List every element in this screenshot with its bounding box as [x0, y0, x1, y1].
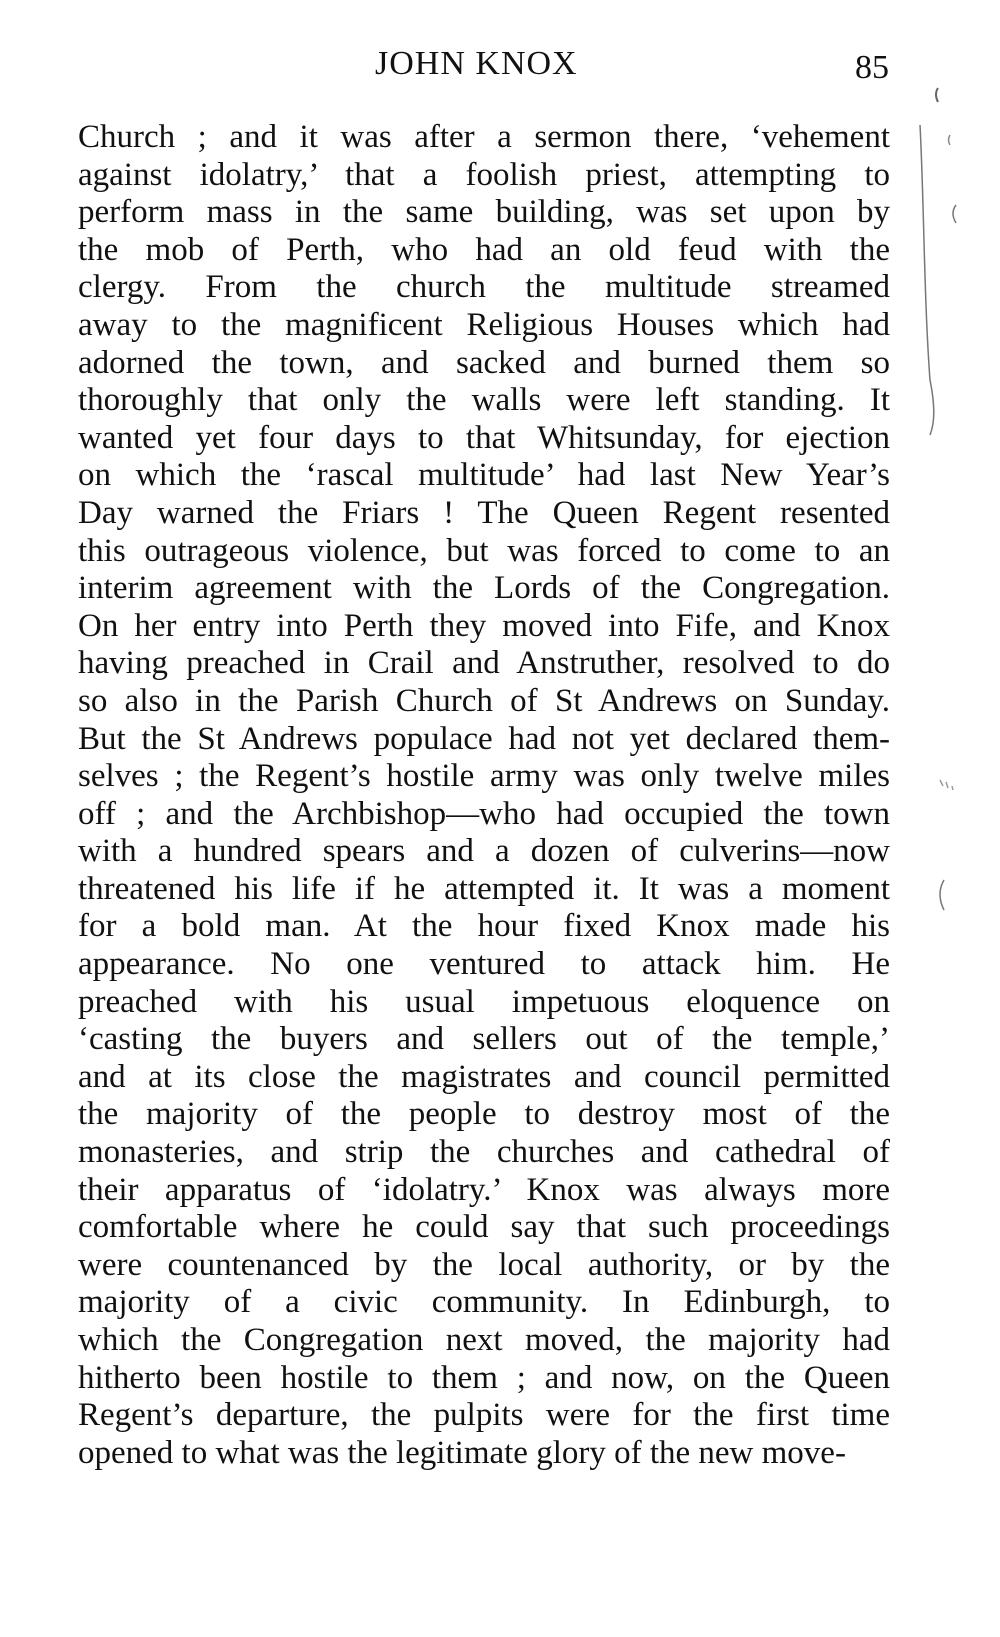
- text-line: having preached in Crail and Anstruther, resolved to do: [78, 645, 890, 682]
- running-title: JOHN KNOX: [375, 45, 578, 82]
- text-line: their apparatus of ‘idolatry.’ Knox was always more: [78, 1171, 890, 1208]
- margin-bracket-mark: [900, 80, 980, 980]
- text-line: But the St Andrews populace had not yet declared them-: [78, 720, 890, 757]
- text-line: on which the ‘rascal multitude’ had last New Year’s: [78, 457, 890, 494]
- text-line: were countenanced by the local authority, or by the: [78, 1246, 890, 1283]
- text-line: away to the magnificent Religious Houses which had: [78, 306, 890, 343]
- text-line: wanted yet four days to that Whitsunday, for ejection: [78, 419, 890, 456]
- text-line: perform mass in the same building, was set upon by: [78, 194, 890, 231]
- text-line: Day warned the Friars ! The Queen Regent resented: [78, 494, 890, 531]
- margin-pencil-marks: [900, 80, 980, 980]
- text-line: and at its close the magistrates and council permitted: [78, 1058, 890, 1095]
- text-line: majority of a civic community. In Edinburgh, to: [78, 1284, 890, 1321]
- text-line: with a hundred spears and a dozen of culverins—now: [78, 833, 890, 870]
- text-line: opened to what was the legitimate glory of the new move-: [78, 1434, 846, 1471]
- text-line: selves ; the Regent’s hostile army was only twelve miles: [78, 758, 890, 795]
- text-line: Church ; and it was after a sermon there, ‘vehement: [78, 119, 890, 155]
- page-number: 85: [855, 49, 889, 86]
- text-line: thoroughly that only the walls were left standing. It: [78, 382, 890, 419]
- text-line: which the Congregation next moved, the majority had: [78, 1322, 890, 1358]
- text-line: so also in the Parish Church of St Andrews on Sunday.: [78, 682, 890, 719]
- text-line: monasteries, and strip the churches and cathedral of: [78, 1134, 890, 1171]
- text-line: off ; and the Archbishop—who had occupied the town: [78, 795, 890, 832]
- text-line: hitherto been hostile to them ; and now, on the Queen: [78, 1359, 890, 1396]
- text-line: the mob of Perth, who had an old feud with the: [78, 231, 890, 268]
- text-line: the majority of the people to destroy most of the: [78, 1096, 890, 1133]
- text-line: this outrageous violence, but was forced to come to an: [78, 532, 890, 569]
- text-line: appearance. No one ventured to attack him. He: [78, 946, 890, 983]
- body-text: [78, 119, 890, 1472]
- text-line: interim agreement with the Lords of the Congregation.: [78, 570, 890, 607]
- text-line: threatened his life if he attempted it. It was a moment: [78, 870, 890, 907]
- text-line: On her entry into Perth they moved into Fife, and Knox: [78, 607, 890, 644]
- text-line: ‘casting the buyers and sellers out of the temple,’: [78, 1021, 890, 1058]
- text-line: for a bold man. At the hour fixed Knox made his: [78, 908, 890, 945]
- text-line: preached with his usual impetuous eloquence on: [78, 983, 890, 1020]
- text-line: clergy. From the church the multitude streamed: [78, 269, 890, 306]
- text-line: comfortable where he could say that such proceedings: [78, 1209, 890, 1246]
- text-line: against idolatry,’ that a foolish priest, attempting to: [78, 156, 890, 193]
- text-line: adorned the town, and sacked and burned them so: [78, 344, 890, 381]
- text-line: Regent’s departure, the pulpits were for the first time: [78, 1397, 890, 1434]
- running-head: [0, 42, 1000, 86]
